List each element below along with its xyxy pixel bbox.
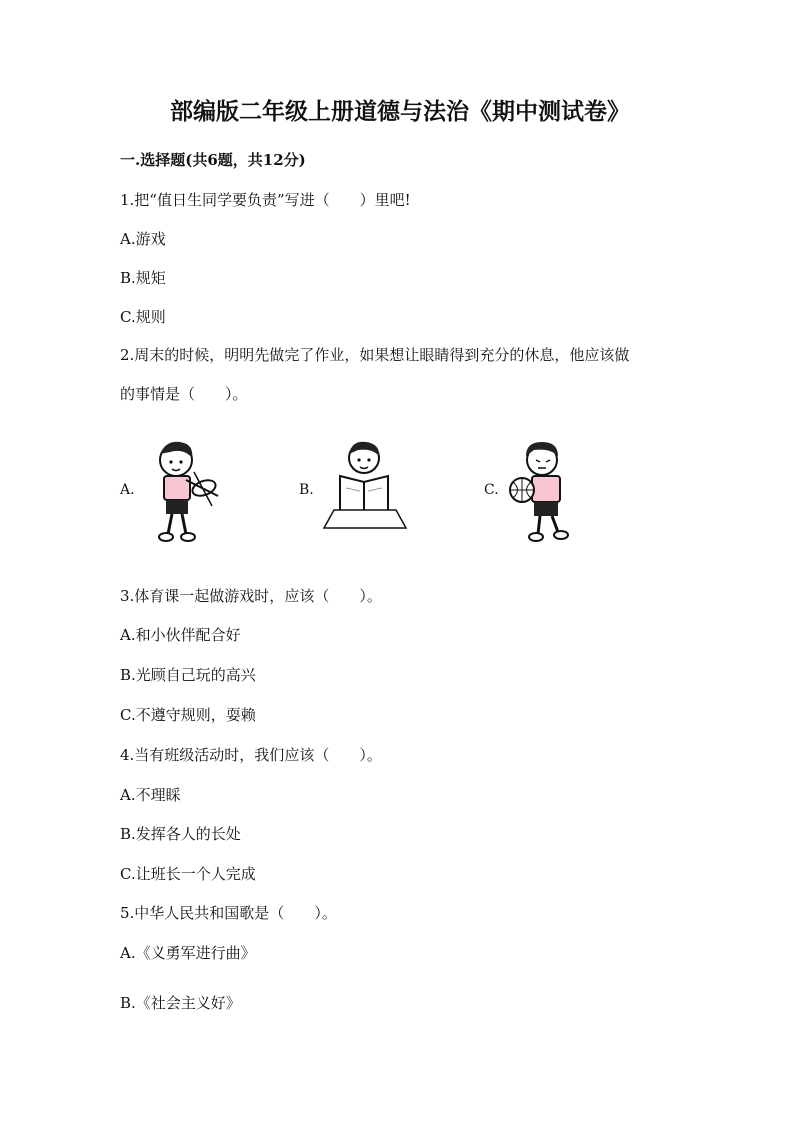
boy-playing-violin-icon	[140, 436, 230, 546]
question-3-option-b: B.光顾自己玩的高兴	[120, 666, 256, 684]
question-2-option-c-label: C.	[484, 482, 499, 498]
question-2-option-b-label: B.	[299, 482, 314, 498]
question-4-stem: 4.当有班级活动时，我们应该（ ）。	[120, 746, 382, 764]
question-5-option-b: B.《社会主义好》	[120, 994, 241, 1012]
question-5-option-a: A.《义勇军进行曲》	[120, 944, 256, 962]
question-3-option-c: C.不遵守规则，耍赖	[120, 706, 256, 724]
question-3-option-a: A.和小伙伴配合好	[120, 626, 241, 644]
boy-playing-basketball-icon	[504, 436, 584, 544]
question-1-option-a: A.游戏	[120, 230, 166, 248]
question-2-stem-line-2: 的事情是（ ）。	[120, 385, 248, 403]
question-5-stem: 5.中华人民共和国歌是（ ）。	[120, 904, 337, 922]
boy-reading-book-icon	[318, 436, 410, 534]
section-heading: 一.选择题(共6题，共12分)	[120, 151, 306, 169]
question-1-stem: 1.把“值日生同学要负责”写进（ ）里吧!	[120, 191, 411, 209]
question-4-option-a: A.不理睬	[120, 786, 181, 804]
question-1-option-c: C.规则	[120, 308, 166, 326]
question-3-stem: 3.体育课一起做游戏时，应该（ ）。	[120, 587, 382, 605]
page-title: 部编版二年级上册道德与法治《期中测试卷》	[170, 98, 630, 125]
question-4-option-c: C.让班长一个人完成	[120, 865, 256, 883]
question-2-stem-line-1: 2.周末的时候，明明先做完了作业，如果想让眼睛得到充分的休息，他应该做	[120, 346, 630, 364]
question-2-option-a-label: A.	[120, 482, 135, 498]
question-4-option-b: B.发挥各人的长处	[120, 825, 241, 843]
question-1-option-b: B.规矩	[120, 269, 166, 287]
